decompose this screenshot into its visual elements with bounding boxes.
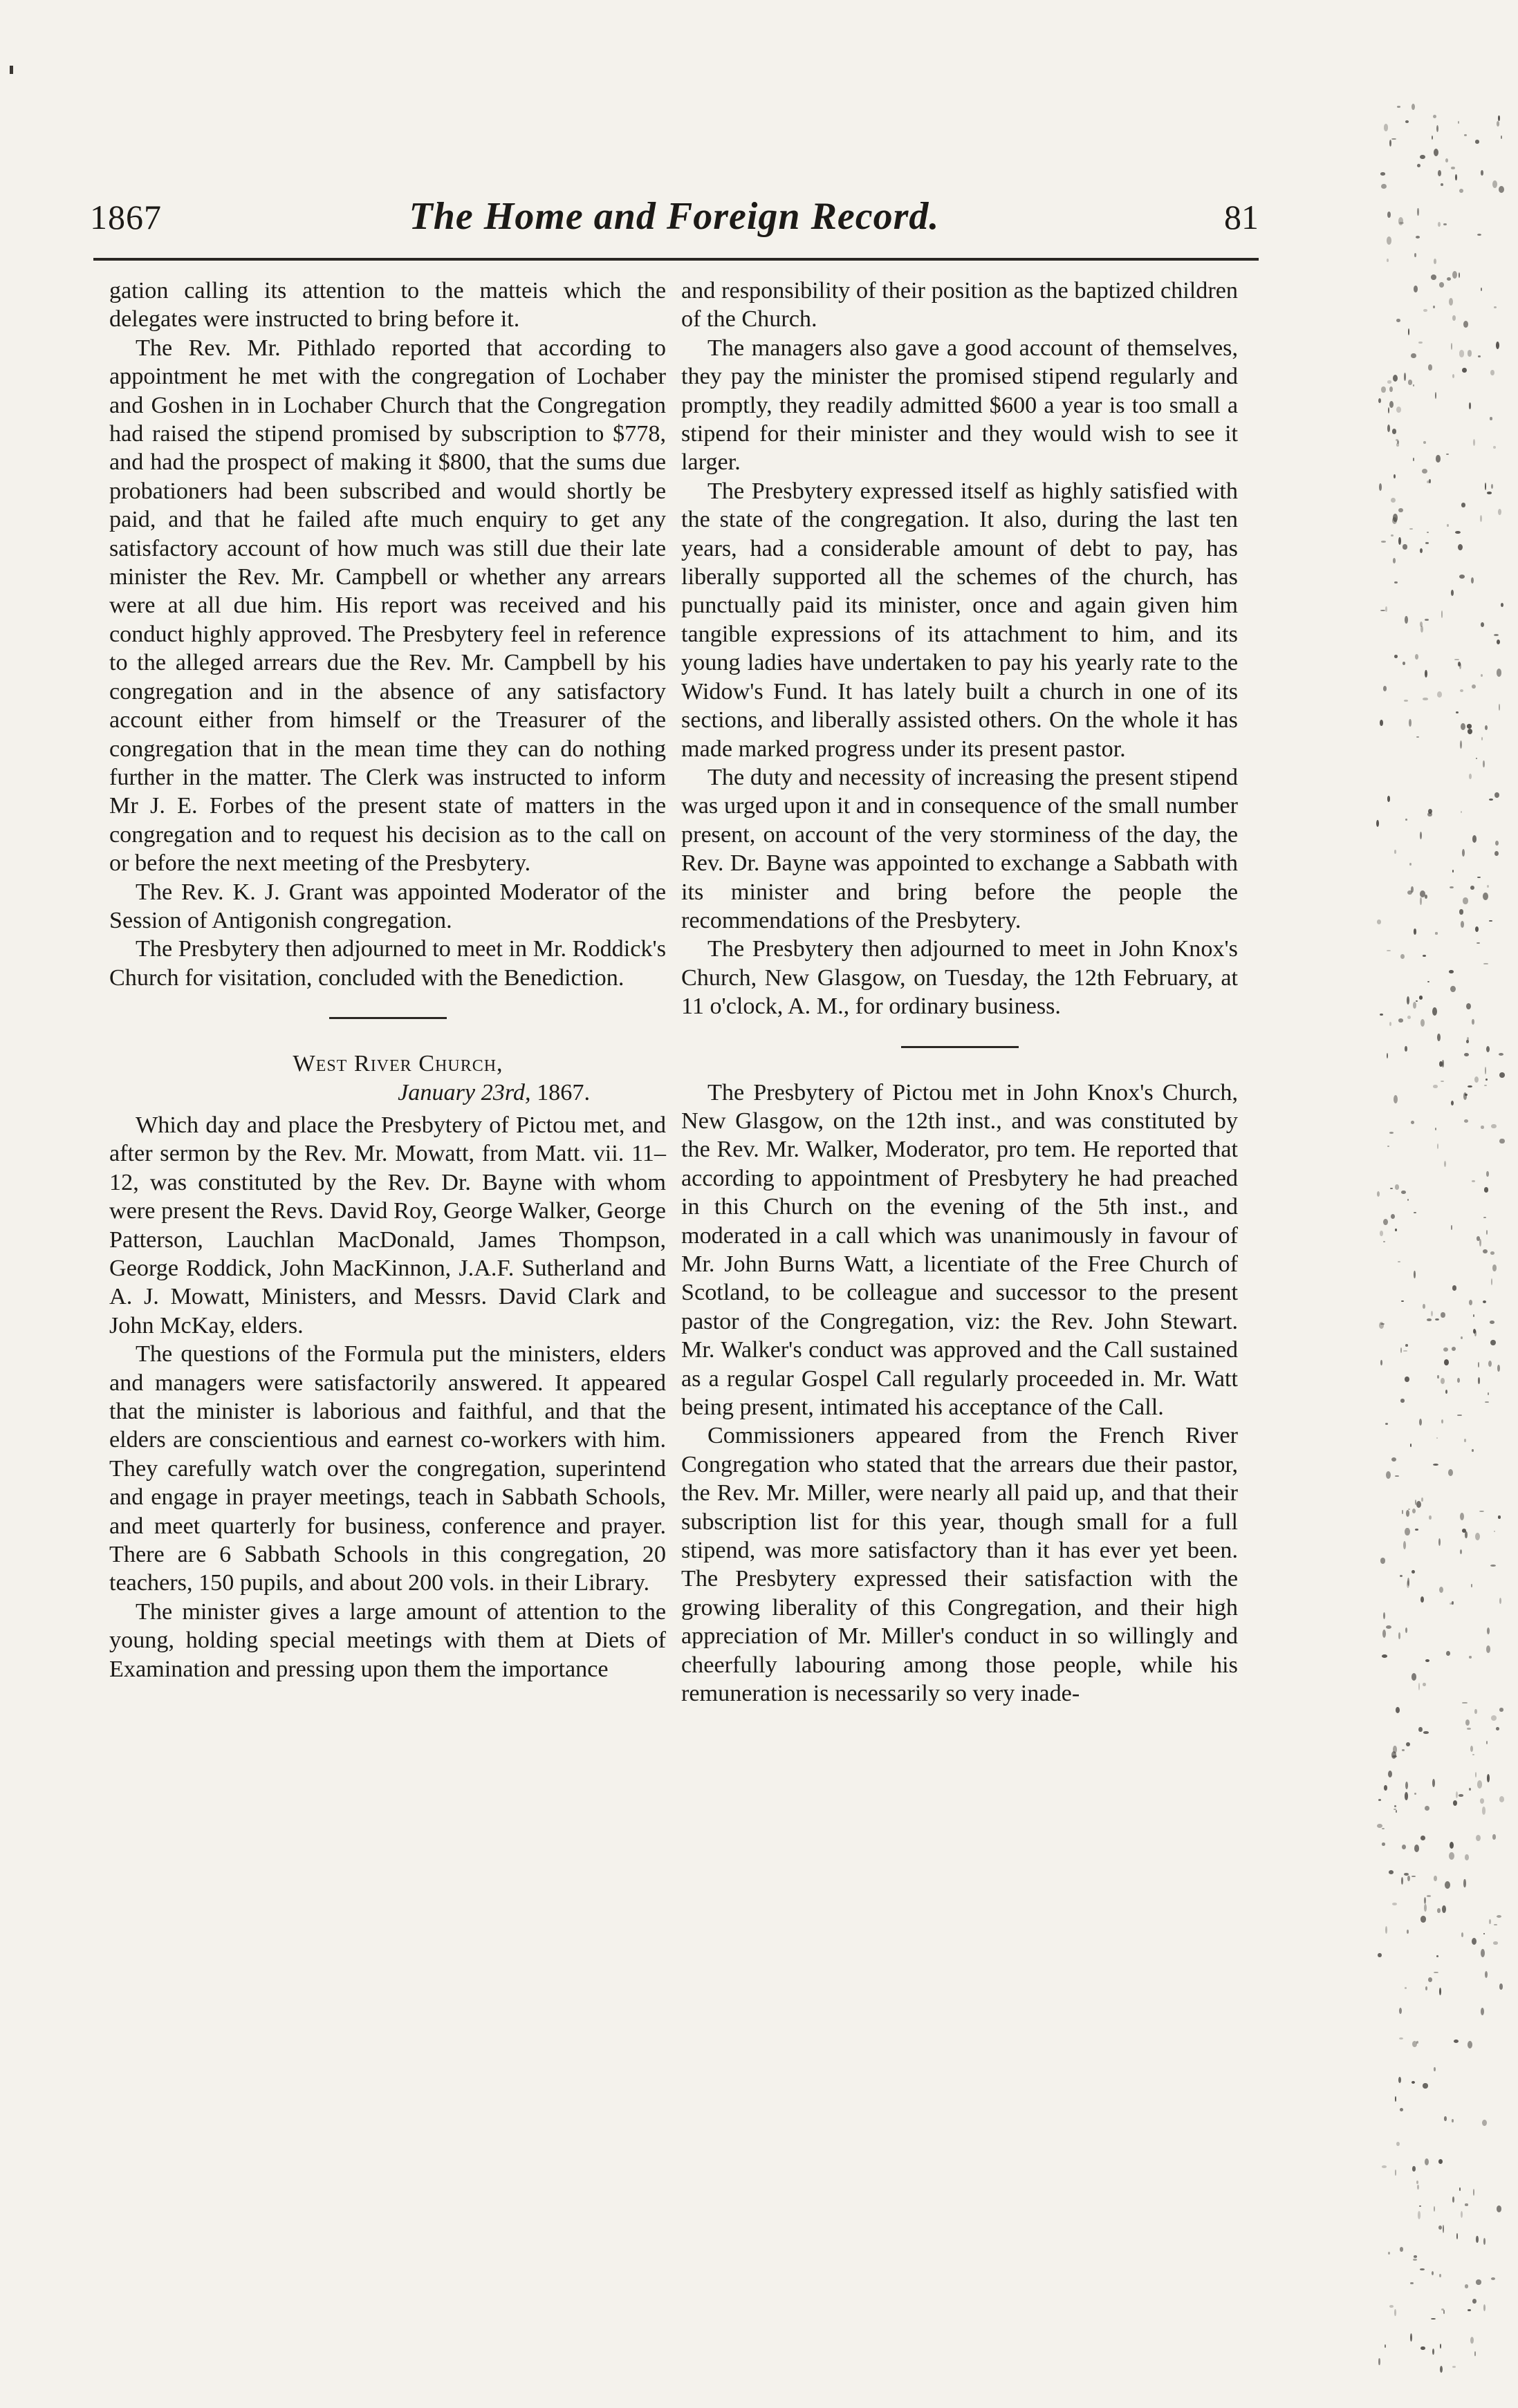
scan-edge-noise	[1376, 104, 1508, 2385]
paragraph: The Presbytery expressed itself as highly satisfied with the state of the congregation. It also, during the last ten years, had a considerable amount of debt to pay, has liberally supported all the schemes of the church, has punctually paid its minister, once and again given him tangible expressions of its attachment to him, and its young ladies have undertaken to pay his yearly rate to the Widow's Fund. It has lately built a church in one of its sections, and liberally assisted others. On the whole it has made marked progress under its present pastor.	[681, 478, 1238, 762]
section-heading-text: West River Church,	[293, 1051, 503, 1077]
paragraph: The managers also gave a good account of themselves, they pay the minister the promised stipend regularly and promptly, they readily admitted $600 a year is too small a stipend for their minister and they would wish to see it larger.	[681, 335, 1238, 476]
paragraph: The duty and necessity of increasing the present stipend was urged upon it and in consequence of the small number present, on account of the very storminess of the day, the Rev. Dr. Bayne was appointed to exchange a Sabbath with its minister and bring before the people the recommendations of the Presbytery.	[681, 764, 1238, 933]
dateline-date: January 23rd,	[398, 1079, 531, 1105]
paragraph: gation calling its attention to the matteis which the delegates were instructed to bring before it.	[109, 278, 666, 333]
paragraph: Commissioners appeared from the French River Congregation who stated that the arrears due their pastor, the Rev. Mr. Miller, were nearly all paid up, and that their subscription list for this year, though small for a full stipend, was more satisfactory than it has ever yet been. The Presbytery expressed their satisfaction with the growing liberality of this Congregation, and their high appreciation of Mr. Miller's conduct in so willingly and cheerfully labouring among those people, while his remuneration is necessarily so very inade-	[681, 1423, 1238, 1707]
section-divider	[329, 1017, 447, 1019]
header-year: 1867	[90, 198, 162, 236]
paragraph: The questions of the Formula put the ministers, elders and managers were satisfactorily answered. It appeared that the minister is laborious and faithful, and that the elders are conscientious and earnest co-workers with him. They carefully watch over the congregation, superintend and engage in prayer meetings, teach in Sabbath Schools, and meet quarterly for business, conference and prayer. There are 6 Sabbath Schools in this congregation, 20 teachers, 150 pupils, and about 200 vols. in their Library.	[109, 1341, 666, 1596]
left-column	[109, 277, 666, 1683]
paragraph: The Presbytery then adjourned to meet in Mr. Roddick's Church for visitation, concluded with the Benediction.	[109, 936, 666, 991]
section-divider	[901, 1046, 1019, 1048]
paragraph: The Presbytery of Pictou met in John Knox's Church, New Glasgow, on the 12th inst., and was constituted by the Rev. Mr. Walker, Moderator, pro tem. He reported that according to appointment of Presbytery he had preached in this Church on the evening of the 5th inst., and moderated in a call which was unanimously in favour of Mr. John Burns Watt, a licentiate of the Free Church of Scotland, to be colleague and successor to the present pastor of the Congregation, viz: the Rev. John Stewart. Mr. Walker's conduct was approved and the Call sustained as a regular Gospel Call regularly proceeded in. Mr. Watt being present, intimated his acceptance of the Call.	[681, 1079, 1238, 1421]
right-column	[681, 277, 1238, 1708]
paragraph: The Presbytery then adjourned to meet in John Knox's Church, New Glasgow, on Tuesday, the 12th February, at 11 o'clock, A. M., for ordinary business.	[681, 936, 1238, 1020]
running-head	[90, 197, 1259, 245]
scan-speck	[10, 66, 13, 74]
paragraph: The Rev. Mr. Pithlado reported that according to appointment he met with the congregation of Lochaber and Goshen in in Lochaber Church that the Congregation had raised the stipend promised by subscription to $778, and had the prospect of making it $800, that the sums due probationers had been subscribed and would shortly be paid, and that he failed afte much enquiry to get any satisfactory account of how much was still due their late minister the Rev. Mr. Campbell or whether any arrears were at all due him. His report was received and his conduct highly approved. The Presbytery feel in reference to the alleged arrears due the Rev. Mr. Campbell by his congregation and in the absence of any satisfactory account either from himself or the Treasurer of the congregation that in the mean time they can do nothing further in the matter. The Clerk was instructed to inform Mr J. E. Forbes of the present state of matters in the congregation and to request his decision as to the call on or before the next meeting of the Presbytery.	[109, 335, 666, 877]
section-heading	[109, 1049, 666, 1078]
paragraph: The minister gives a large amount of attention to the young, holding special meetings with them at Diets of Examination and pressing upon them the importance	[109, 1598, 666, 1682]
page-number: 81	[1224, 198, 1259, 236]
header-rule	[93, 258, 1259, 261]
dateline	[109, 1079, 666, 1107]
paragraph: Which day and place the Presbytery of Pictou met, and after sermon by the Rev. Mr. Mowatt, from Matt. vii. 11–12, was constituted by the Rev. Dr. Bayne with whom were present the Revs. David Roy, George Walker, George Patterson, Lauchlan MacDonald, James Thompson, George Roddick, John MacKinnon, J.A.F. Sutherland and A. J. Mowatt, Ministers, and Messrs. David Clark and John McKay, elders.	[109, 1112, 666, 1338]
dateline-year: 1867.	[537, 1079, 590, 1105]
journal-title: The Home and Foreign Record.	[409, 195, 940, 238]
paragraph: and responsibility of their position as the baptized children of the Church.	[681, 278, 1238, 333]
paragraph: The Rev. K. J. Grant was appointed Moderator of the Session of Antigonish congregation.	[109, 879, 666, 933]
